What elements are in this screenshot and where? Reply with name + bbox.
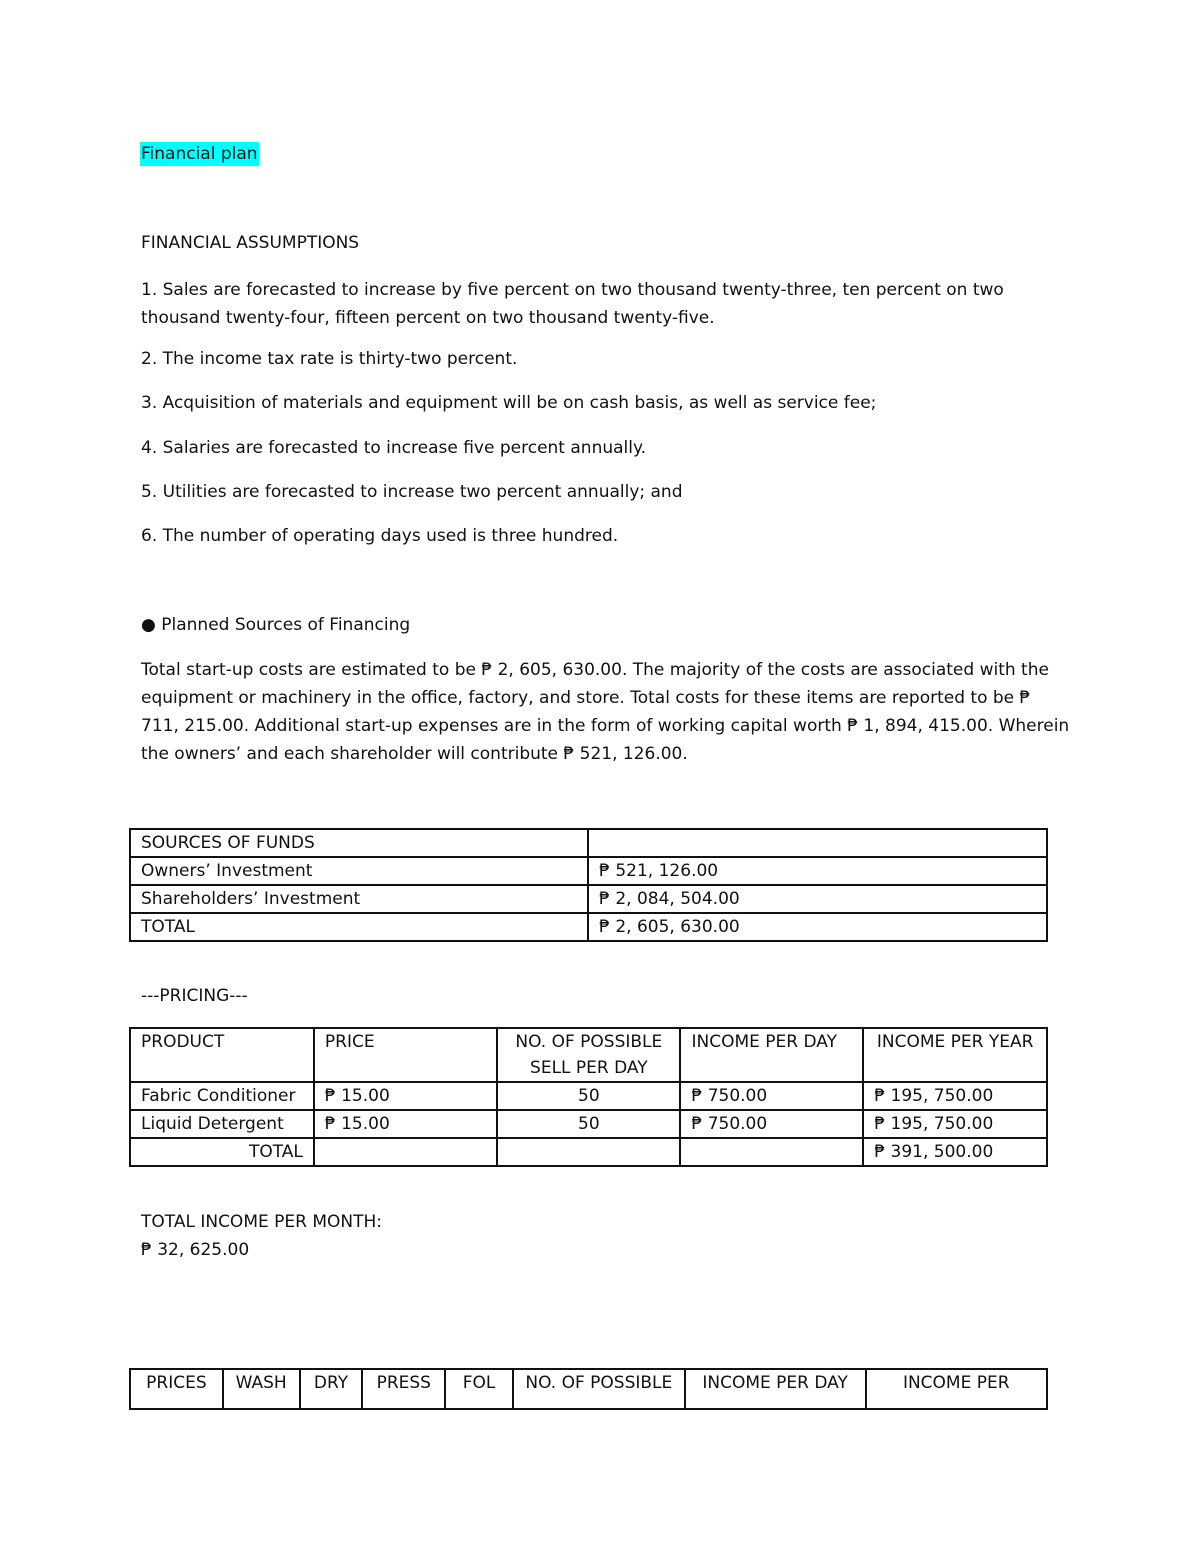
funds-header-value xyxy=(588,829,1047,857)
financing-paragraph: Total start-up costs are estimated to be ₱ 2, 605, 630.00. The majority of the costs are associated with the equipment or machinery in the office, factory, and store. Total costs for these items are reported to be ₱ 711, 215.00. Additional start-up expenses are in the form of working capital worth ₱ 1, 894, 415.00. Wherein the owners’ and each shareholder will contribute ₱ 521, 126.00. xyxy=(141,660,1070,764)
table-row xyxy=(130,1110,1047,1138)
bullet-icon: ● xyxy=(141,615,156,635)
monthly-income-label: TOTAL INCOME PER MONTH: xyxy=(141,1212,382,1232)
col-header-fold: FOL xyxy=(445,1369,513,1409)
assumption-item-2: 2. The income tax rate is thirty-two percent. xyxy=(141,349,518,369)
product-income-year: ₱ 195, 750.00 xyxy=(863,1082,1047,1110)
product-price: ₱ 15.00 xyxy=(314,1082,497,1110)
col-header-possible-sell: NO. OF POSSIBLE SELL PER DAY xyxy=(497,1028,680,1082)
services-table xyxy=(129,1368,1048,1410)
financing-heading-line xyxy=(141,615,410,635)
empty-cell xyxy=(497,1138,680,1166)
funds-total-value: ₱ 2, 605, 630.00 xyxy=(588,913,1047,941)
funds-row-value: ₱ 521, 126.00 xyxy=(588,857,1047,885)
col-header-income-day: INCOME PER DAY xyxy=(685,1369,866,1409)
document-title: Financial plan xyxy=(141,144,258,164)
assumptions-heading: FINANCIAL ASSUMPTIONS xyxy=(141,233,360,253)
col-header-press: PRESS xyxy=(362,1369,445,1409)
table-header-row xyxy=(130,1028,1047,1082)
product-income-year: ₱ 195, 750.00 xyxy=(863,1110,1047,1138)
table-row xyxy=(130,1138,1047,1166)
table-row xyxy=(130,885,1047,913)
empty-cell xyxy=(314,1138,497,1166)
table-header-row xyxy=(130,1369,1047,1409)
assumption-item-5: 5. Utilities are forecasted to increase two percent annually; and xyxy=(141,482,683,502)
table-row xyxy=(130,857,1047,885)
assumption-item-6: 6. The number of operating days used is three hundred. xyxy=(141,526,619,546)
product-price: ₱ 15.00 xyxy=(314,1110,497,1138)
table-row xyxy=(130,829,1047,857)
funds-row-label: Shareholders’ Investment xyxy=(130,885,588,913)
assumption-item-1: 1. Sales are forecasted to increase by five percent on two thousand twenty-three, ten percent on two thousand twenty-four, fifteen percent on two thousand twenty-five. xyxy=(141,280,1004,328)
col-header-possible: NO. OF POSSIBLE xyxy=(513,1369,685,1409)
financing-heading: Planned Sources of Financing xyxy=(161,615,411,635)
funds-row-label: Owners’ Investment xyxy=(130,857,588,885)
table-row xyxy=(130,1082,1047,1110)
assumption-item-3: 3. Acquisition of materials and equipment will be on cash basis, as well as service fee; xyxy=(141,393,877,413)
col-header-income-year: INCOME PER YEAR xyxy=(863,1028,1047,1082)
pricing-heading: ---PRICING--- xyxy=(141,986,248,1006)
col-header-dry: DRY xyxy=(300,1369,363,1409)
product-income-day: ₱ 750.00 xyxy=(680,1082,863,1110)
col-header-income-per: INCOME PER xyxy=(866,1369,1048,1409)
assumption-item-4: 4. Salaries are forecasted to increase five percent annually. xyxy=(141,438,647,458)
product-name: Liquid Detergent xyxy=(130,1110,314,1138)
col-header-wash: WASH xyxy=(223,1369,300,1409)
pricing-total-label: TOTAL xyxy=(130,1138,314,1166)
product-income-day: ₱ 750.00 xyxy=(680,1110,863,1138)
monthly-income-value: ₱ 32, 625.00 xyxy=(141,1240,250,1260)
product-qty: 50 xyxy=(497,1082,680,1110)
table-row xyxy=(130,913,1047,941)
empty-cell xyxy=(680,1138,863,1166)
pricing-total-value: ₱ 391, 500.00 xyxy=(863,1138,1047,1166)
product-name: Fabric Conditioner xyxy=(130,1082,314,1110)
funds-total-label: TOTAL xyxy=(130,913,588,941)
col-header-prices: PRICES xyxy=(130,1369,223,1409)
funds-header-label: SOURCES OF FUNDS xyxy=(130,829,588,857)
pricing-table xyxy=(129,1027,1048,1167)
product-qty: 50 xyxy=(497,1110,680,1138)
col-header-product: PRODUCT xyxy=(130,1028,314,1082)
funds-row-value: ₱ 2, 084, 504.00 xyxy=(588,885,1047,913)
col-header-price: PRICE xyxy=(314,1028,497,1082)
col-header-income-day: INCOME PER DAY xyxy=(680,1028,863,1082)
funds-table xyxy=(129,828,1048,942)
